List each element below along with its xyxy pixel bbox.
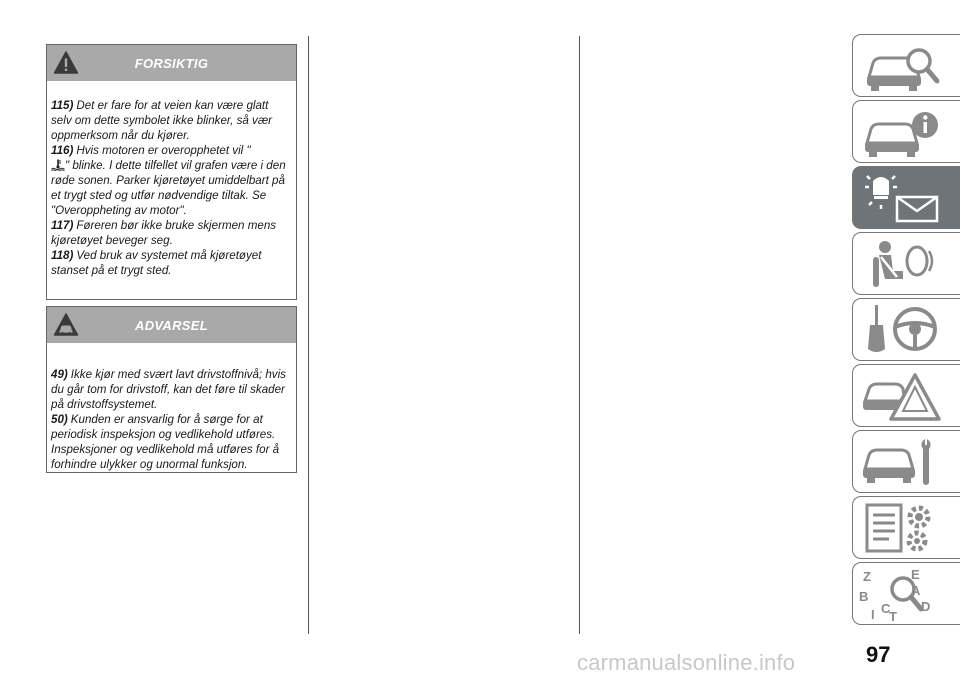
car-maintenance-icon bbox=[859, 435, 943, 489]
tab-warning-lights[interactable] bbox=[852, 166, 960, 229]
car-info-icon bbox=[859, 105, 943, 159]
index-letter: D bbox=[921, 599, 931, 614]
tab-index[interactable] bbox=[852, 562, 960, 625]
page-number: 97 bbox=[866, 642, 891, 667]
technical-data-icon bbox=[859, 501, 943, 555]
tab-safety[interactable] bbox=[852, 232, 960, 295]
column-divider-left bbox=[308, 36, 309, 634]
tab-emergency[interactable] bbox=[852, 364, 960, 427]
index-letter: C bbox=[881, 601, 891, 616]
index-letter: A bbox=[911, 583, 921, 598]
warning-item: 49) Ikke kjør med svært lavt drivstoffnivå; hvis du går tom for drivstoff, kan det føre til skader på drivstoffsystemet. bbox=[51, 368, 286, 411]
warning-header bbox=[47, 307, 296, 343]
index-letter: T bbox=[889, 609, 897, 621]
coolant-temperature-icon bbox=[51, 159, 65, 171]
caution-item: 115) Det er fare for at veien kan være glatt selv om dette symbolet ikke blinker, så vær oppmerksom når du kjører. bbox=[51, 99, 273, 142]
index-letter: B bbox=[859, 589, 869, 604]
alphabetical-index-icon bbox=[859, 567, 943, 621]
caution-header bbox=[47, 45, 296, 81]
warning-title: ADVARSEL bbox=[135, 318, 208, 333]
column-divider-right bbox=[579, 36, 580, 634]
index-letter: Z bbox=[863, 569, 871, 584]
steering-key-icon bbox=[859, 303, 943, 357]
tab-starting-driving[interactable] bbox=[852, 298, 960, 361]
tab-technical-data[interactable] bbox=[852, 496, 960, 559]
tab-car-search[interactable] bbox=[852, 34, 960, 97]
caution-title: FORSIKTIG bbox=[134, 56, 209, 71]
watermark: carmanualsonline.info bbox=[577, 650, 796, 675]
warning-body bbox=[47, 343, 296, 478]
caution-body bbox=[47, 81, 296, 284]
index-letter: I bbox=[871, 607, 875, 621]
airbag-seat-icon bbox=[859, 237, 943, 291]
index-letter: E bbox=[911, 567, 920, 582]
caution-item: 118) Ved bruk av systemet må kjøretøyet stanset på et trygt sted. bbox=[51, 249, 262, 277]
car-emergency-icon bbox=[859, 369, 943, 423]
tab-maintenance[interactable] bbox=[852, 430, 960, 493]
caution-item: 116) Hvis motoren er overopphetet vil " " blinke. I dette tilfellet vil grafen være i den røde sonen. Parker kjøretøyet umiddelbart på et trygt sted og utfør nødvendige tiltak. Se "Overoppheting av motor". bbox=[51, 144, 286, 217]
caution-box bbox=[46, 44, 297, 300]
warning-item: 50) Kunden er ansvarlig for å sørge for at periodisk inspeksjon og vedlikehold utføres. Inspeksjoner og vedlikehold må utføres for å forhindre ulykker og unormal funksjon. bbox=[51, 413, 280, 471]
warning-light-message-icon bbox=[859, 171, 943, 225]
tab-car-info[interactable] bbox=[852, 100, 960, 163]
warning-box bbox=[46, 306, 297, 473]
car-search-icon bbox=[859, 39, 943, 93]
caution-item: 117) Føreren bør ikke bruke skjermen mens kjøretøyet beveger seg. bbox=[51, 219, 277, 247]
